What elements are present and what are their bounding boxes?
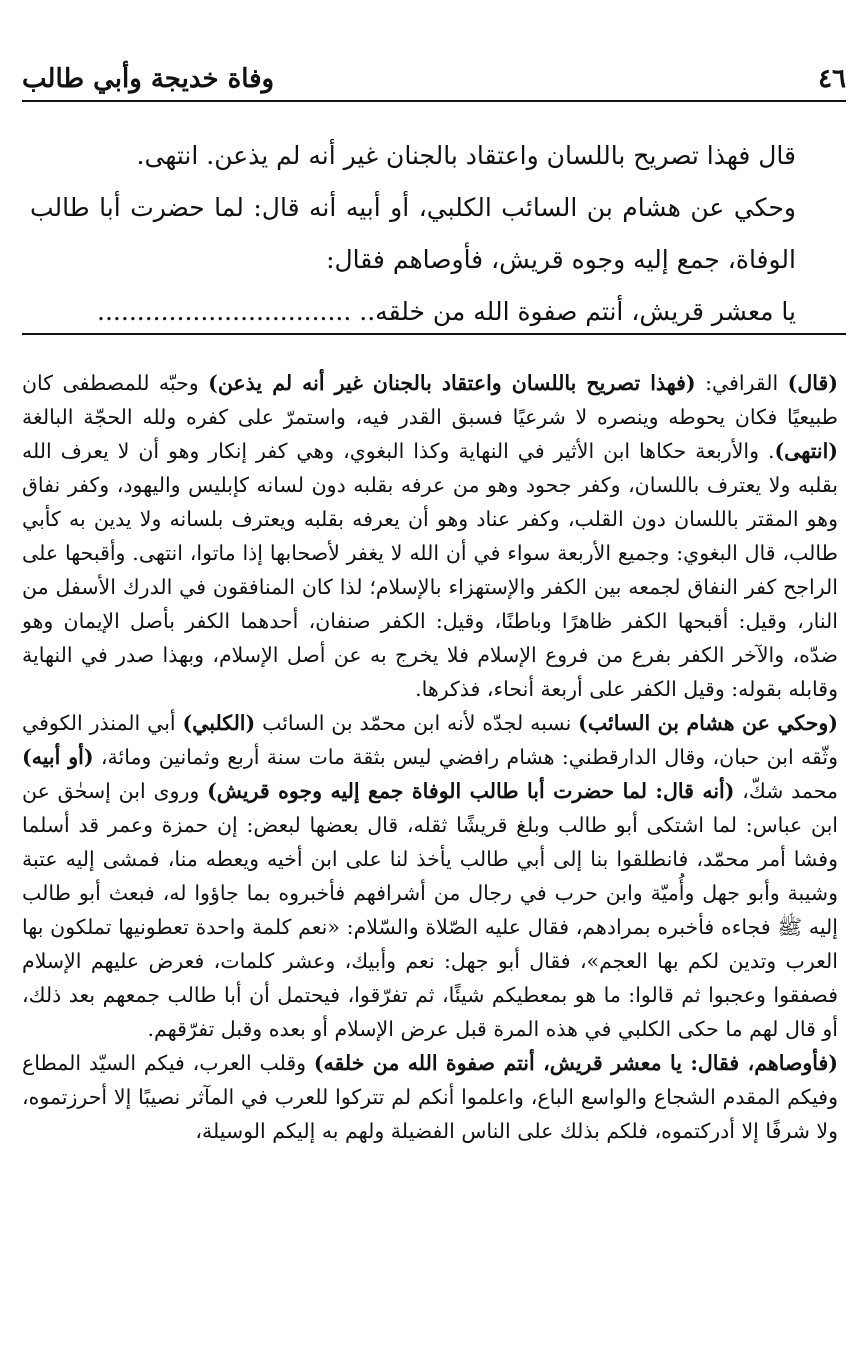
commentary-span: وحبّه للمصطفى كان طبيعيًا فكان يحوطه وينصره لا شرعيًا فسبق القدر فيه، واستمرّ على كفره ولله الحجّة البالغة	[22, 371, 838, 429]
main-text-quote: يا معشر قريش، أنتم صفوة الله من خلقه..	[359, 297, 796, 326]
commentary-paragraph	[22, 1046, 846, 1148]
commentary-span: نسبه لجدّه لأنه ابن محمّد بن السائب	[255, 711, 579, 735]
quoted-phrase: (فهذا تصريح باللسان واعتقاد بالجنان غير أنه لم يذعن)	[208, 371, 696, 395]
commentary-span: وقلب العرب، فيكم السيّد المطاع وفيكم المقدم الشجاع والواسع الباع، واعلموا أنكم لم تتركوا للعرب في المآثر نصيبًا إلا أحرزتموه، ولا شرفًا إلا أدركتموه، فلكم بذلك على الناس الفضيلة ولهم به إليكم الوسيلة،	[22, 1051, 838, 1143]
quoted-phrase: (وحكي عن هشام بن السائب)	[578, 711, 839, 735]
quoted-phrase: (أنه قال: لما حضرت أبا طالب الوفاة جمع إليه وجوه قريش)	[207, 779, 735, 803]
main-text-line	[30, 286, 838, 338]
running-title: وفاة خديجة وأبي طالب	[22, 64, 275, 94]
main-text	[30, 130, 838, 338]
quoted-phrase: (قال)	[787, 371, 839, 395]
main-text-paragraph: وحكي عن هشام بن السائب الكلبي، أو أبيه أنه قال: لما حضرت أبا طالب الوفاة، جمع إليه وجوه قريش، فأوصاهم فقال:	[30, 193, 796, 274]
commentary-span: محمد شكّ،	[734, 779, 838, 803]
quoted-phrase: (الكلبي)	[182, 711, 256, 735]
commentary-span: أبي المنذر الكوفي وثّقه ابن حبان، وقال الدارقطني: هشام رافضي ليس بثقة مات سنة أربع وثمانين ومائة،	[22, 711, 838, 769]
commentary-span: القرافي:	[695, 371, 788, 395]
commentary-span: . والأربعة حكاها ابن الأثير في النهاية وكذا البغوي، وهي كفر إنكار وهو أن لا يعرف الله بقلبه ولا يعترف باللسان، وكفر جحود وهو من عرفه بقلبه دون لسانه كإبليس واليهود، وكفر نفاق وهو المقتر باللسان دون القلب، وكفر عناد وهو أن يعرفه بقلبه ويعترف بلسانه ولا يدين به كأبي طالب، قال البغوي: وجميع الأربعة سواء في أن الله لا يغفر لأصحابها إذا ماتوا، انتهى. وأقبحها على الراجح كفر النفاق لجمعه بين الكفر والإستهزاء بالإسلام؛ لذا كان المنافقون في الدرك الأسفل من النار، وقيل: أقبحها الكفر ظاهرًا وباطنًا، وقيل: الكفر صنفان، أحدهما الكفر بأصل الإيمان وهو ضدّه، والآخر الكفر بفرع من فروع الإسلام فلا يخرج به عن أصل الإسلام، وبهذا صدر في النهاية وقابله بقوله: وقيل الكفر على أربعة أنحاء، فذكرها.	[22, 439, 838, 701]
commentary-paragraph	[22, 706, 846, 1046]
ellipsis-dots: ................................	[97, 297, 352, 326]
quoted-phrase: (فأوصاهم، فقال: يا معشر قريش، أنتم صفوة الله من خلقه)	[313, 1051, 838, 1075]
commentary-paragraph	[22, 366, 846, 706]
page-number: ٤٦	[818, 64, 846, 94]
separator-line	[22, 333, 846, 335]
main-text-line: قال فهذا تصريح باللسان واعتقاد بالجنان غير أنه لم يذعن. انتهى.	[136, 141, 796, 170]
commentary-text	[22, 366, 846, 1148]
quoted-phrase: (أو أبيه)	[22, 745, 94, 769]
page-header	[22, 52, 846, 102]
commentary-span: وروى ابن إسحٰق عن ابن عباس: لما اشتكى أبو طالب وبلغ قريشًا ثقله، قال بعضها لبعض: إن حمزة وعمر قد أسلما وفشا أمر محمّد، فانطلقوا بنا إلى أبي طالب يأخذ لنا على ابن أخيه ويعطه منا، فمشى إليه عتبة وشيبة وأبو جهل وأُميّة وابن حرب في رجال من أشرافهم فأخبروه بما جاؤوا له، فبعث أبو طالب إليه ﷺ فجاءه فأخبره بمرادهم، فقال عليه الصّلاة والسّلام: «نعم كلمة واحدة تعطونيها تملكون بها العرب وتدين لكم بها العجم»، فقال أبو جهل: نعم وأبيك، وعشر كلمات، فعرض عليهم الإسلام فصفقوا وعجبوا ثم قالوا: ما هو بمعطيكم شيئًا، ثم تفرّقوا، فيحتمل أن أبا طالب جمعهم بعد ذلك، أو قال لهم ما حكى الكلبي في هذه المرة قبل عرض الإسلام أو بعده وقبل تفرّقهم.	[22, 779, 838, 1041]
quoted-phrase: (انتهى)	[774, 439, 838, 463]
